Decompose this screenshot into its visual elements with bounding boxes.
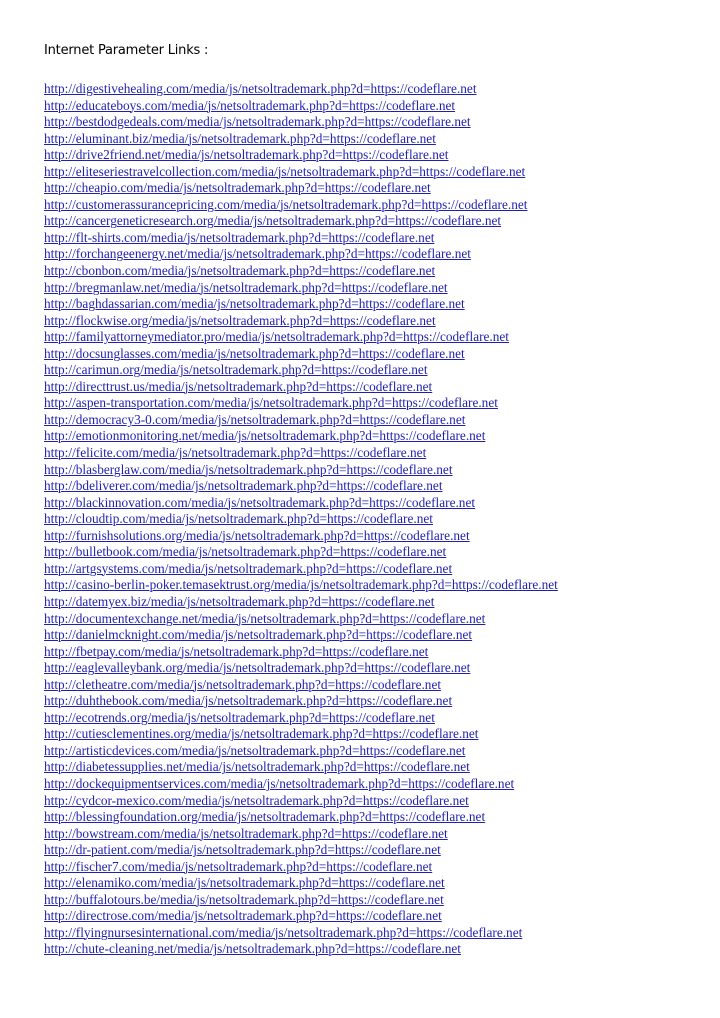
parameter-link[interactable]: http://docsunglasses.com/media/js/netsoltrademark.php?d=https://codeflare.net [44, 345, 465, 361]
parameter-link[interactable]: http://eliteseriestravelcollection.com/media/js/netsoltrademark.php?d=https://codeflare.net [44, 163, 526, 179]
parameter-link[interactable]: http://buffalotours.be/media/js/netsoltrademark.php?d=https://codeflare.net [44, 891, 444, 907]
parameter-link[interactable]: http://directrose.com/media/js/netsoltrademark.php?d=https://codeflare.net [44, 908, 442, 924]
parameter-link[interactable]: http://chute-cleaning.net/media/js/netsoltrademark.php?d=https://codeflare.net [44, 941, 461, 957]
parameter-link[interactable]: http://bestdodgedeals.com/media/js/netsoltrademark.php?d=https://codeflare.net [44, 114, 471, 130]
parameter-link[interactable]: http://bulletbook.com/media/js/netsoltrademark.php?d=https://codeflare.net [44, 544, 447, 560]
parameter-link[interactable]: http://dr-patient.com/media/js/netsoltrademark.php?d=https://codeflare.net [44, 842, 441, 858]
parameter-link[interactable]: http://emotionmonitoring.net/media/js/netsoltrademark.php?d=https://codeflare.net [44, 428, 486, 444]
parameter-link[interactable]: http://baghdassarian.com/media/js/netsoltrademark.php?d=https://codeflare.net [44, 296, 465, 312]
parameter-link[interactable]: http://bdeliverer.com/media/js/netsoltrademark.php?d=https://codeflare.net [44, 478, 443, 494]
parameter-link[interactable]: http://eaglevalleybank.org/media/js/netsoltrademark.php?d=https://codeflare.net [44, 660, 471, 676]
parameter-link[interactable]: http://cydcor-mexico.com/media/js/netsoltrademark.php?d=https://codeflare.net [44, 792, 469, 808]
parameter-link[interactable]: http://datemyex.biz/media/js/netsoltrademark.php?d=https://codeflare.net [44, 593, 435, 609]
parameter-link[interactable]: http://democracy3-0.com/media/js/netsoltrademark.php?d=https://codeflare.net [44, 411, 466, 427]
parameter-link[interactable]: http://artgsystems.com/media/js/netsoltrademark.php?d=https://codeflare.net [44, 560, 453, 576]
parameter-link[interactable]: http://drive2friend.net/media/js/netsoltrademark.php?d=https://codeflare.net [44, 147, 449, 163]
parameter-link[interactable]: http://diabetessupplies.net/media/js/netsoltrademark.php?d=https://codeflare.net [44, 759, 470, 775]
parameter-link[interactable]: http://familyattorneymediator.pro/media/js/netsoltrademark.php?d=https://codeflare.net [44, 329, 510, 345]
parameter-link[interactable]: http://casino-berlin-poker.temasektrust.org/media/js/netsoltrademark.php?d=https://codeflare.net [44, 577, 558, 593]
parameter-link[interactable]: http://felicite.com/media/js/netsoltrademark.php?d=https://codeflare.net [44, 445, 427, 461]
parameter-link[interactable]: http://dockequipmentservices.com/media/js/netsoltrademark.php?d=https://codeflare.net [44, 775, 515, 791]
parameter-link[interactable]: http://directtrust.us/media/js/netsoltrademark.php?d=https://codeflare.net [44, 378, 433, 394]
parameter-link[interactable]: http://duhthebook.com/media/js/netsoltrademark.php?d=https://codeflare.net [44, 693, 453, 709]
parameter-link[interactable]: http://blessingfoundation.org/media/js/netsoltrademark.php?d=https://codeflare.net [44, 809, 486, 825]
parameter-link[interactable]: http://blasberglaw.com/media/js/netsoltrademark.php?d=https://codeflare.net [44, 461, 453, 477]
parameter-link[interactable]: http://ecotrends.org/media/js/netsoltrademark.php?d=https://codeflare.net [44, 709, 435, 725]
parameter-link[interactable]: http://furnishsolutions.org/media/js/netsoltrademark.php?d=https://codeflare.net [44, 527, 470, 543]
parameter-link[interactable]: http://cutiesclementines.org/media/js/netsoltrademark.php?d=https://codeflare.net [44, 726, 479, 742]
parameter-link[interactable]: http://flockwise.org/media/js/netsoltrademark.php?d=https://codeflare.net [44, 312, 436, 328]
parameter-link[interactable]: http://aspen-transportation.com/media/js/netsoltrademark.php?d=https://codeflare.net [44, 395, 498, 411]
parameter-link[interactable]: http://educateboys.com/media/js/netsoltrademark.php?d=https://codeflare.net [44, 97, 456, 113]
parameter-link[interactable]: http://cancergeneticresearch.org/media/js/netsoltrademark.php?d=https://codeflare.net [44, 213, 502, 229]
parameter-link[interactable]: http://cletheatre.com/media/js/netsoltrademark.php?d=https://codeflare.net [44, 676, 442, 692]
parameter-link[interactable]: http://danielmcknight.com/media/js/netsoltrademark.php?d=https://codeflare.net [44, 627, 473, 643]
parameter-link[interactable]: http://fbetpay.com/media/js/netsoltrademark.php?d=https://codeflare.net [44, 643, 429, 659]
parameter-link[interactable]: http://bregmanlaw.net/media/js/netsoltrademark.php?d=https://codeflare.net [44, 279, 448, 295]
parameter-link[interactable]: http://forchangeenergy.net/media/js/netsoltrademark.php?d=https://codeflare.net [44, 246, 471, 262]
parameter-link[interactable]: http://cloudtip.com/media/js/netsoltrademark.php?d=https://codeflare.net [44, 511, 433, 527]
parameter-link[interactable]: http://digestivehealing.com/media/js/netsoltrademark.php?d=https://codeflare.net [44, 81, 477, 96]
parameter-link[interactable]: http://bowstream.com/media/js/netsoltrademark.php?d=https://codeflare.net [44, 825, 448, 841]
parameter-link[interactable]: http://carimun.org/media/js/netsoltrademark.php?d=https://codeflare.net [44, 362, 428, 378]
parameter-link[interactable]: http://cheapio.com/media/js/netsoltrademark.php?d=https://codeflare.net [44, 180, 431, 196]
parameter-link[interactable]: http://fischer7.com/media/js/netsoltrademark.php?d=https://codeflare.net [44, 858, 433, 874]
parameter-link[interactable]: http://artisticdevices.com/media/js/netsoltrademark.php?d=https://codeflare.net [44, 742, 466, 758]
page-heading: Internet Parameter Links : [44, 43, 209, 58]
link-list [44, 81, 714, 958]
parameter-link[interactable]: http://flyingnursesinternational.com/media/js/netsoltrademark.php?d=https://codeflare.net [44, 924, 523, 940]
parameter-link[interactable]: http://elenamiko.com/media/js/netsoltrademark.php?d=https://codeflare.net [44, 875, 445, 891]
parameter-link[interactable]: http://cbonbon.com/media/js/netsoltrademark.php?d=https://codeflare.net [44, 263, 436, 279]
parameter-link[interactable]: http://flt-shirts.com/media/js/netsoltrademark.php?d=https://codeflare.net [44, 229, 435, 245]
parameter-link[interactable]: http://customerassurancepricing.com/media/js/netsoltrademark.php?d=https://codeflare.net [44, 196, 528, 212]
parameter-link[interactable]: http://blackinnovation.com/media/js/netsoltrademark.php?d=https://codeflare.net [44, 494, 476, 510]
parameter-link[interactable]: http://eluminant.biz/media/js/netsoltrademark.php?d=https://codeflare.net [44, 130, 436, 146]
parameter-link[interactable]: http://documentexchange.net/media/js/netsoltrademark.php?d=https://codeflare.net [44, 610, 486, 626]
